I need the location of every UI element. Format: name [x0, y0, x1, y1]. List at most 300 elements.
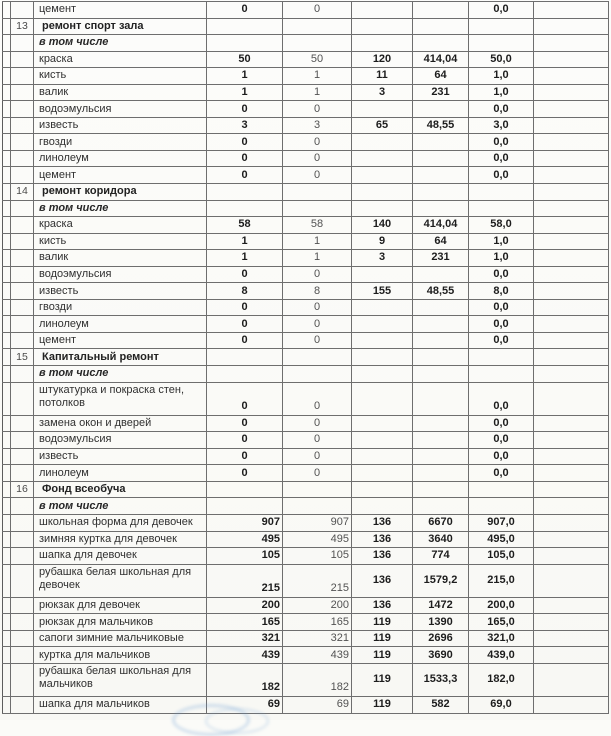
- spacer-cell: [3, 184, 11, 201]
- value-cell-qty-fact: [283, 481, 352, 498]
- value-cell-qty-plan: 1: [207, 68, 283, 85]
- value-cell-qty-plan: [207, 200, 283, 217]
- row-number-cell: [11, 233, 34, 250]
- value-cell-total: [469, 366, 534, 383]
- item-name-cell: водоэмульсия: [34, 432, 207, 449]
- value-cell-price: 231: [413, 84, 469, 101]
- table-row: [3, 432, 609, 449]
- value-cell-qty-fact: [283, 498, 352, 515]
- value-cell-total: [469, 481, 534, 498]
- value-cell-price: 414,04: [413, 217, 469, 234]
- value-cell-qty-fact: 215: [283, 564, 352, 597]
- value-cell-qty-plan: 1: [207, 250, 283, 267]
- empty-tail-cell: [534, 150, 609, 167]
- value-cell-price: [413, 299, 469, 316]
- value-cell-total: 0,0: [469, 134, 534, 151]
- table-row: [3, 382, 609, 415]
- value-cell-price: 3690: [413, 647, 469, 664]
- table-row: [3, 465, 609, 482]
- table-row: [3, 614, 609, 631]
- value-cell-price: 3640: [413, 531, 469, 548]
- empty-tail-cell: [534, 316, 609, 333]
- item-name-cell: сапоги зимние мальчиковые: [34, 630, 207, 647]
- row-number-cell: 15: [11, 349, 34, 366]
- value-cell-qty-plan: 907: [207, 514, 283, 531]
- value-cell-price: [413, 150, 469, 167]
- value-cell-price: [413, 366, 469, 383]
- value-cell-count: 119: [352, 614, 413, 631]
- row-number-cell: [11, 266, 34, 283]
- empty-tail-cell: [534, 696, 609, 713]
- row-number-cell: [11, 448, 34, 465]
- empty-tail-cell: [534, 18, 609, 35]
- value-cell-total: [469, 349, 534, 366]
- value-cell-total: 439,0: [469, 647, 534, 664]
- value-cell-qty-plan: 69: [207, 696, 283, 713]
- value-cell-total: 1,0: [469, 250, 534, 267]
- empty-tail-cell: [534, 299, 609, 316]
- value-cell-total: [469, 200, 534, 217]
- row-number-cell: [11, 150, 34, 167]
- item-name-cell: водоэмульсия: [34, 101, 207, 118]
- row-number-cell: [11, 200, 34, 217]
- value-cell-qty-fact: 58: [283, 217, 352, 234]
- value-cell-count: [352, 150, 413, 167]
- item-name-cell: школьная форма для девочек: [34, 514, 207, 531]
- value-cell-price: [413, 134, 469, 151]
- value-cell-qty-fact: 8: [283, 283, 352, 300]
- spacer-cell: [3, 84, 11, 101]
- value-cell-qty-fact: 0: [283, 266, 352, 283]
- spacer-cell: [3, 432, 11, 449]
- value-cell-price: 414,04: [413, 51, 469, 68]
- row-number-cell: [11, 366, 34, 383]
- value-cell-price: [413, 101, 469, 118]
- table-row: [3, 2, 609, 19]
- empty-tail-cell: [534, 117, 609, 134]
- value-cell-total: 0,0: [469, 101, 534, 118]
- value-cell-qty-fact: [283, 349, 352, 366]
- value-cell-qty-plan: 439: [207, 647, 283, 664]
- item-name-cell: рюкзак для мальчиков: [34, 614, 207, 631]
- empty-tail-cell: [534, 663, 609, 696]
- spacer-cell: [3, 531, 11, 548]
- value-cell-qty-plan: [207, 35, 283, 52]
- empty-tail-cell: [534, 548, 609, 565]
- table-row: [3, 184, 609, 201]
- table-row: [3, 332, 609, 349]
- row-number-cell: [11, 332, 34, 349]
- empty-tail-cell: [534, 84, 609, 101]
- item-name-cell: известь: [34, 448, 207, 465]
- value-cell-price: [413, 432, 469, 449]
- value-cell-count: 3: [352, 84, 413, 101]
- value-cell-count: [352, 432, 413, 449]
- value-cell-price: [413, 498, 469, 515]
- table-row: [3, 663, 609, 696]
- table-row: [3, 597, 609, 614]
- empty-tail-cell: [534, 167, 609, 184]
- item-name-cell: ремонт коридора: [34, 184, 207, 201]
- row-number-cell: [11, 167, 34, 184]
- spacer-cell: [3, 366, 11, 383]
- value-cell-price: [413, 167, 469, 184]
- value-cell-count: 120: [352, 51, 413, 68]
- item-name-cell: Капитальный ремонт: [34, 349, 207, 366]
- value-cell-total: 215,0: [469, 564, 534, 597]
- table-row: [3, 101, 609, 118]
- value-cell-price: 64: [413, 233, 469, 250]
- item-name-cell: в том числе: [34, 366, 207, 383]
- spacer-cell: [3, 283, 11, 300]
- item-name-cell: гвозди: [34, 299, 207, 316]
- table-row: [3, 84, 609, 101]
- spacer-cell: [3, 481, 11, 498]
- table-row: [3, 448, 609, 465]
- value-cell-total: [469, 18, 534, 35]
- value-cell-count: [352, 481, 413, 498]
- value-cell-qty-plan: 200: [207, 597, 283, 614]
- value-cell-qty-plan: 50: [207, 51, 283, 68]
- value-cell-price: 1533,3: [413, 663, 469, 696]
- value-cell-count: 136: [352, 597, 413, 614]
- table-row: [3, 134, 609, 151]
- value-cell-price: 48,55: [413, 283, 469, 300]
- item-name-cell: цемент: [34, 2, 207, 19]
- row-number-cell: [11, 101, 34, 118]
- value-cell-count: [352, 2, 413, 19]
- spacer-cell: [3, 448, 11, 465]
- table-row: [3, 283, 609, 300]
- item-name-cell: зимняя куртка для девочек: [34, 531, 207, 548]
- row-number-cell: [11, 68, 34, 85]
- empty-tail-cell: [534, 101, 609, 118]
- value-cell-count: 136: [352, 531, 413, 548]
- value-cell-price: 1579,2: [413, 564, 469, 597]
- table-row: [3, 548, 609, 565]
- row-number-cell: [11, 514, 34, 531]
- empty-tail-cell: [534, 35, 609, 52]
- table-row: [3, 35, 609, 52]
- value-cell-count: 119: [352, 663, 413, 696]
- spacer-cell: [3, 349, 11, 366]
- spacer-cell: [3, 51, 11, 68]
- table-row: [3, 233, 609, 250]
- empty-tail-cell: [534, 481, 609, 498]
- spacer-cell: [3, 150, 11, 167]
- item-name-cell: цемент: [34, 332, 207, 349]
- spacer-cell: [3, 217, 11, 234]
- table-row: [3, 564, 609, 597]
- value-cell-price: [413, 184, 469, 201]
- empty-tail-cell: [534, 68, 609, 85]
- value-cell-total: 0,0: [469, 465, 534, 482]
- spacer-cell: [3, 316, 11, 333]
- row-number-cell: [11, 498, 34, 515]
- value-cell-qty-fact: 0: [283, 150, 352, 167]
- spacer-cell: [3, 382, 11, 415]
- item-name-cell: валик: [34, 84, 207, 101]
- table-row: [3, 266, 609, 283]
- item-name-cell: линолеум: [34, 150, 207, 167]
- row-number-cell: [11, 2, 34, 19]
- value-cell-qty-fact: 0: [283, 2, 352, 19]
- value-cell-total: [469, 498, 534, 515]
- value-cell-count: 11: [352, 68, 413, 85]
- value-cell-count: [352, 448, 413, 465]
- table-row: [3, 200, 609, 217]
- value-cell-qty-plan: [207, 366, 283, 383]
- empty-tail-cell: [534, 498, 609, 515]
- value-cell-price: [413, 332, 469, 349]
- value-cell-count: [352, 18, 413, 35]
- value-cell-price: [413, 382, 469, 415]
- item-name-cell: куртка для мальчиков: [34, 647, 207, 664]
- value-cell-qty-plan: 0: [207, 432, 283, 449]
- value-cell-price: 1472: [413, 597, 469, 614]
- item-name-cell: линолеум: [34, 465, 207, 482]
- row-number-cell: [11, 283, 34, 300]
- item-name-cell: штукатурка и покраска стен, потолков: [34, 382, 207, 415]
- value-cell-qty-plan: 495: [207, 531, 283, 548]
- empty-tail-cell: [534, 217, 609, 234]
- value-cell-qty-fact: 3: [283, 117, 352, 134]
- spacer-cell: [3, 134, 11, 151]
- spacer-cell: [3, 167, 11, 184]
- value-cell-qty-plan: 0: [207, 382, 283, 415]
- value-cell-qty-plan: 0: [207, 448, 283, 465]
- empty-tail-cell: [534, 250, 609, 267]
- table-row: [3, 18, 609, 35]
- value-cell-count: [352, 415, 413, 432]
- row-number-cell: [11, 134, 34, 151]
- empty-tail-cell: [534, 266, 609, 283]
- value-cell-qty-plan: 0: [207, 316, 283, 333]
- value-cell-qty-fact: [283, 18, 352, 35]
- value-cell-total: 165,0: [469, 614, 534, 631]
- value-cell-qty-plan: 1: [207, 233, 283, 250]
- value-cell-qty-plan: 0: [207, 415, 283, 432]
- table-row: [3, 630, 609, 647]
- item-name-cell: цемент: [34, 167, 207, 184]
- value-cell-total: 0,0: [469, 332, 534, 349]
- table-row: [3, 481, 609, 498]
- spacer-cell: [3, 597, 11, 614]
- value-cell-count: 136: [352, 564, 413, 597]
- spacer-cell: [3, 332, 11, 349]
- value-cell-price: [413, 2, 469, 19]
- value-cell-price: [413, 349, 469, 366]
- value-cell-total: 0,0: [469, 266, 534, 283]
- value-cell-total: 50,0: [469, 51, 534, 68]
- budget-table: [2, 1, 609, 714]
- value-cell-total: 1,0: [469, 84, 534, 101]
- spacer-cell: [3, 101, 11, 118]
- value-cell-qty-plan: [207, 481, 283, 498]
- value-cell-qty-fact: 321: [283, 630, 352, 647]
- spacer-cell: [3, 200, 11, 217]
- empty-tail-cell: [534, 647, 609, 664]
- row-number-cell: [11, 432, 34, 449]
- value-cell-qty-fact: 0: [283, 101, 352, 118]
- item-name-cell: кисть: [34, 68, 207, 85]
- table-row: [3, 316, 609, 333]
- value-cell-price: [413, 35, 469, 52]
- value-cell-total: [469, 35, 534, 52]
- empty-tail-cell: [534, 233, 609, 250]
- value-cell-count: [352, 498, 413, 515]
- spacer-cell: [3, 630, 11, 647]
- spacer-cell: [3, 117, 11, 134]
- value-cell-qty-fact: [283, 200, 352, 217]
- value-cell-count: 136: [352, 514, 413, 531]
- value-cell-count: 136: [352, 548, 413, 565]
- value-cell-qty-fact: 439: [283, 647, 352, 664]
- value-cell-qty-plan: 0: [207, 167, 283, 184]
- row-number-cell: [11, 217, 34, 234]
- value-cell-count: 9: [352, 233, 413, 250]
- item-name-cell: шапка для девочек: [34, 548, 207, 565]
- row-number-cell: 13: [11, 18, 34, 35]
- value-cell-price: 48,55: [413, 117, 469, 134]
- table-row: [3, 250, 609, 267]
- table-row: [3, 498, 609, 515]
- table-row: [3, 150, 609, 167]
- value-cell-total: 321,0: [469, 630, 534, 647]
- row-number-cell: [11, 51, 34, 68]
- value-cell-qty-fact: 69: [283, 696, 352, 713]
- value-cell-qty-fact: [283, 184, 352, 201]
- row-number-cell: [11, 415, 34, 432]
- row-number-cell: 14: [11, 184, 34, 201]
- empty-tail-cell: [534, 514, 609, 531]
- spacer-cell: [3, 35, 11, 52]
- empty-tail-cell: [534, 184, 609, 201]
- value-cell-price: [413, 415, 469, 432]
- value-cell-price: [413, 316, 469, 333]
- empty-tail-cell: [534, 597, 609, 614]
- value-cell-count: [352, 184, 413, 201]
- value-cell-qty-plan: [207, 349, 283, 366]
- row-number-cell: [11, 250, 34, 267]
- table-row: [3, 299, 609, 316]
- spacer-cell: [3, 266, 11, 283]
- value-cell-qty-plan: 0: [207, 465, 283, 482]
- value-cell-price: [413, 200, 469, 217]
- table-row: [3, 514, 609, 531]
- item-name-cell: водоэмульсия: [34, 266, 207, 283]
- empty-tail-cell: [534, 2, 609, 19]
- value-cell-total: 182,0: [469, 663, 534, 696]
- table-row: [3, 415, 609, 432]
- table-row: [3, 68, 609, 85]
- value-cell-qty-fact: 0: [283, 332, 352, 349]
- item-name-cell: краска: [34, 51, 207, 68]
- value-cell-qty-fact: 1: [283, 84, 352, 101]
- value-cell-total: 1,0: [469, 233, 534, 250]
- value-cell-qty-plan: 0: [207, 134, 283, 151]
- row-number-cell: [11, 663, 34, 696]
- spacer-cell: [3, 299, 11, 316]
- value-cell-total: [469, 184, 534, 201]
- value-cell-count: [352, 366, 413, 383]
- value-cell-total: 0,0: [469, 448, 534, 465]
- empty-tail-cell: [534, 349, 609, 366]
- spacer-cell: [3, 250, 11, 267]
- value-cell-count: [352, 465, 413, 482]
- value-cell-total: 1,0: [469, 68, 534, 85]
- value-cell-count: [352, 382, 413, 415]
- item-name-cell: гвозди: [34, 134, 207, 151]
- value-cell-price: [413, 465, 469, 482]
- value-cell-qty-plan: 0: [207, 266, 283, 283]
- value-cell-count: 119: [352, 630, 413, 647]
- value-cell-total: 0,0: [469, 432, 534, 449]
- value-cell-price: [413, 481, 469, 498]
- item-name-cell: ремонт спорт зала: [34, 18, 207, 35]
- row-number-cell: [11, 696, 34, 713]
- value-cell-total: 0,0: [469, 299, 534, 316]
- value-cell-total: 0,0: [469, 415, 534, 432]
- value-cell-qty-fact: 0: [283, 134, 352, 151]
- value-cell-count: [352, 167, 413, 184]
- spacer-cell: [3, 647, 11, 664]
- value-cell-price: [413, 18, 469, 35]
- value-cell-qty-fact: 200: [283, 597, 352, 614]
- value-cell-price: [413, 266, 469, 283]
- value-cell-count: 140: [352, 217, 413, 234]
- value-cell-price: 1390: [413, 614, 469, 631]
- spacer-cell: [3, 415, 11, 432]
- spacer-cell: [3, 663, 11, 696]
- value-cell-price: 231: [413, 250, 469, 267]
- empty-tail-cell: [534, 531, 609, 548]
- value-cell-total: 0,0: [469, 167, 534, 184]
- value-cell-count: [352, 101, 413, 118]
- row-number-cell: 16: [11, 481, 34, 498]
- value-cell-qty-fact: 0: [283, 316, 352, 333]
- value-cell-qty-plan: 182: [207, 663, 283, 696]
- table-row: [3, 531, 609, 548]
- value-cell-price: 582: [413, 696, 469, 713]
- empty-tail-cell: [534, 283, 609, 300]
- value-cell-qty-plan: 3: [207, 117, 283, 134]
- spacer-cell: [3, 233, 11, 250]
- row-number-cell: [11, 35, 34, 52]
- spacer-cell: [3, 548, 11, 565]
- value-cell-qty-plan: [207, 498, 283, 515]
- value-cell-qty-fact: [283, 35, 352, 52]
- item-name-cell: рубашка белая школьная для девочек: [34, 564, 207, 597]
- value-cell-qty-fact: 165: [283, 614, 352, 631]
- value-cell-qty-fact: [283, 366, 352, 383]
- value-cell-price: 64: [413, 68, 469, 85]
- spacer-cell: [3, 564, 11, 597]
- row-number-cell: [11, 299, 34, 316]
- item-name-cell: краска: [34, 217, 207, 234]
- value-cell-total: 69,0: [469, 696, 534, 713]
- value-cell-qty-plan: 165: [207, 614, 283, 631]
- item-name-cell: в том числе: [34, 35, 207, 52]
- value-cell-qty-fact: 1: [283, 68, 352, 85]
- row-number-cell: [11, 84, 34, 101]
- value-cell-qty-fact: 0: [283, 432, 352, 449]
- empty-tail-cell: [534, 134, 609, 151]
- value-cell-qty-plan: 321: [207, 630, 283, 647]
- row-number-cell: [11, 117, 34, 134]
- value-cell-qty-plan: 58: [207, 217, 283, 234]
- value-cell-total: 495,0: [469, 531, 534, 548]
